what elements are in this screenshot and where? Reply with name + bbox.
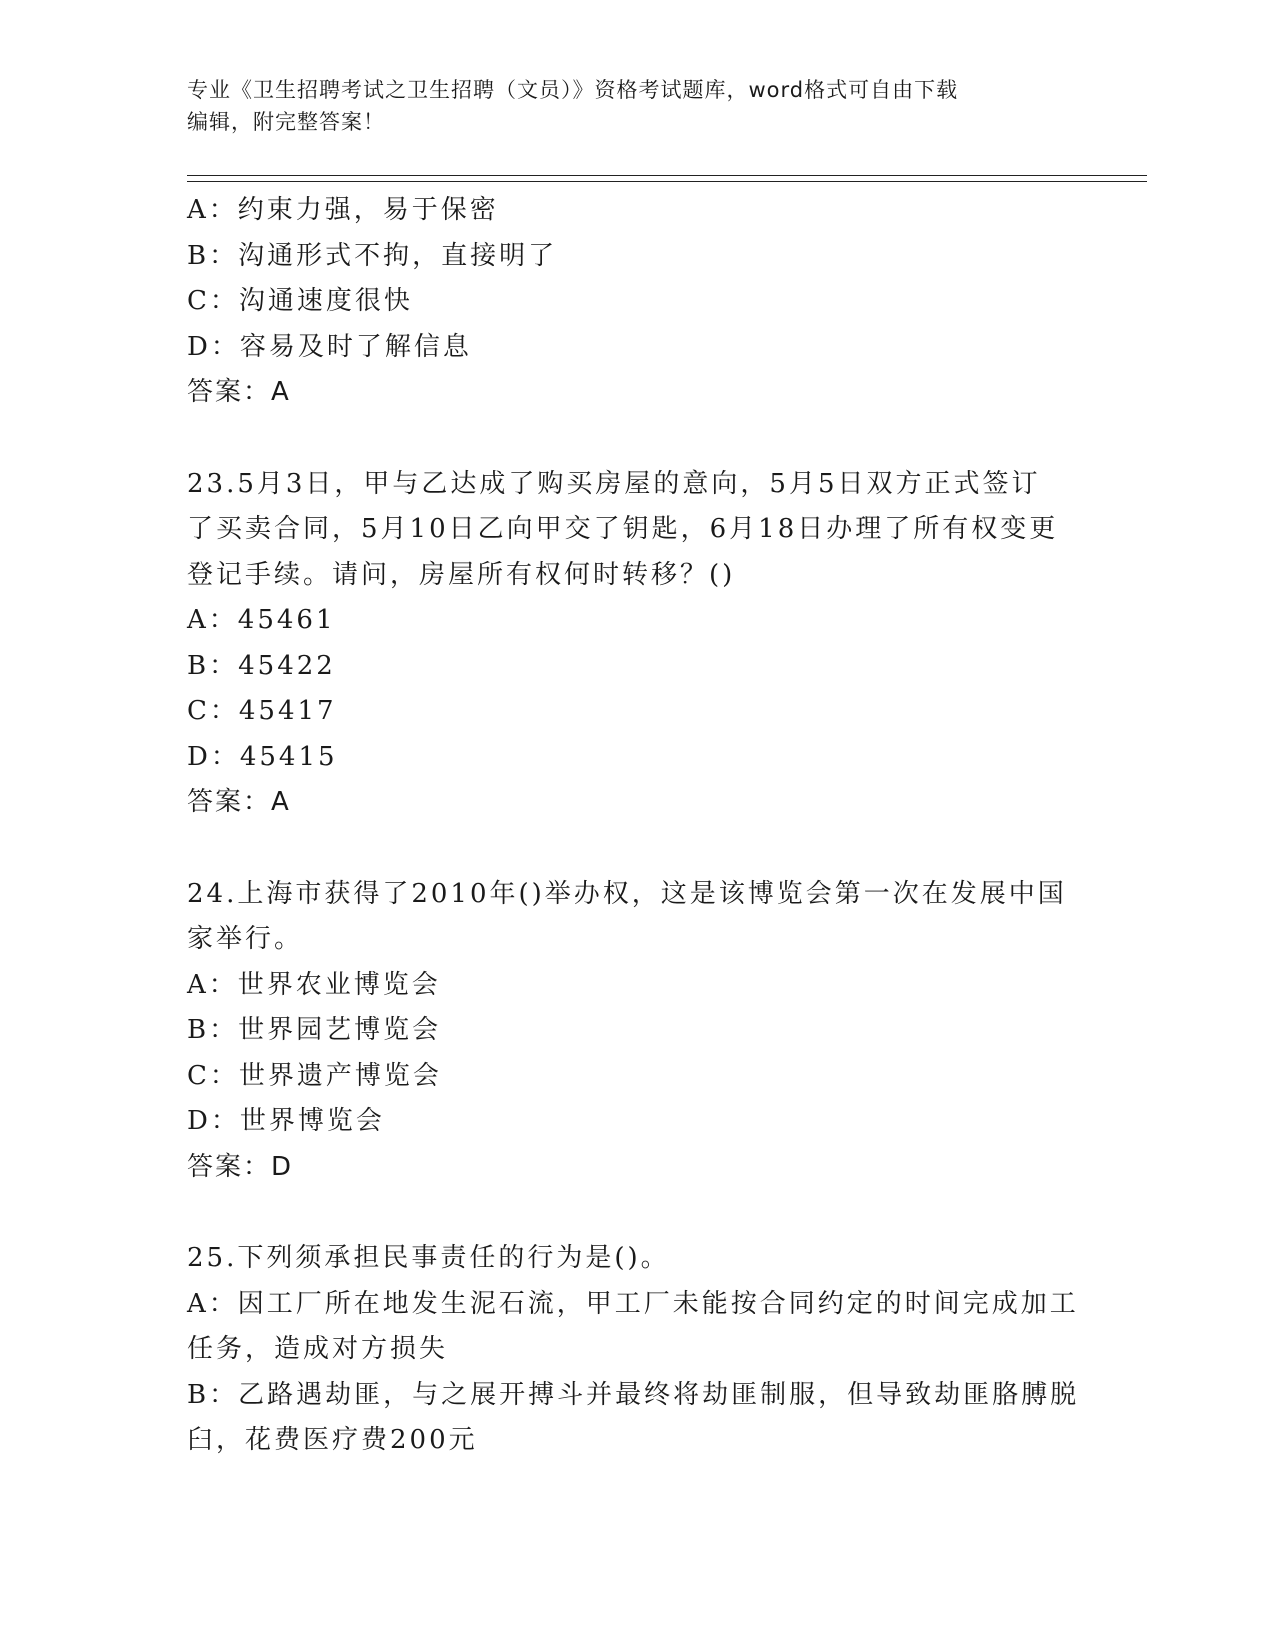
question-stem-line: 24.上海市获得了2010年()举办权，这是该博览会第一次在发展中国 [187,878,1067,909]
question-25 [187,1236,1087,1464]
option-d: D：容易及时了解信息 [187,331,472,362]
question-spacer [187,826,1087,872]
option-b: B：世界园艺博览会 [187,1015,442,1045]
answer: 答案：A [187,787,291,817]
option-b: B：沟通形式不拘，直接明了 [187,240,558,271]
option-a: A：因工厂所在地发生泥石流，甲工厂未能按合同约定的时间完成加工 [187,1288,1079,1319]
option-c: C：沟通速度很快 [187,286,413,316]
question-24 [187,872,1087,1191]
question-stem-line: 25.下列须承担民事责任的行为是()。 [187,1243,670,1273]
header-divider-top [187,175,1147,176]
question-spacer [187,416,1087,462]
option-d: D：世界博览会 [187,1106,385,1136]
header-line-1: 专业《卫生招聘考试之卫生招聘（文员）》资格考试题库，word格式可自由下载 [187,78,959,102]
answer: 答案：D [187,1151,294,1182]
header-divider-bottom [187,181,1147,182]
option-a-continued: 任务，造成对方损失 [187,1334,449,1364]
option-c: C：45417 [187,696,337,726]
question-stem-line: 了买卖合同，5月10日乙向甲交了钥匙，6月18日办理了所有权变更 [187,514,1059,544]
option-b-continued: 臼，花费医疗费200元 [187,1425,478,1455]
option-b: B：乙路遇劫匪，与之展开搏斗并最终将劫匪制服，但导致劫匪胳膊脱 [187,1379,1080,1410]
option-a: A：世界农业博览会 [187,969,441,1000]
option-a: A：约束力强，易于保密 [187,195,499,225]
option-b: B：45422 [187,650,336,681]
option-d: D：45415 [187,741,338,772]
option-a: A：45461 [187,605,336,635]
question-stem-line: 登记手续。请问，房屋所有权何时转移？() [187,559,736,590]
question-22 [187,188,1087,416]
question-stem-line: 家举行。 [187,924,304,954]
question-list [187,188,1087,1464]
document-header [187,74,1087,138]
question-stem-line: 23.5月3日，甲与乙达成了购买房屋的意向，5月5日双方正式签订 [187,468,1041,499]
header-line-2: 编辑，附完整答案！ [187,110,385,134]
question-spacer [187,1190,1087,1236]
option-c: C：世界遗产博览会 [187,1060,442,1091]
answer: 答案：A [187,377,291,407]
question-23 [187,462,1087,826]
